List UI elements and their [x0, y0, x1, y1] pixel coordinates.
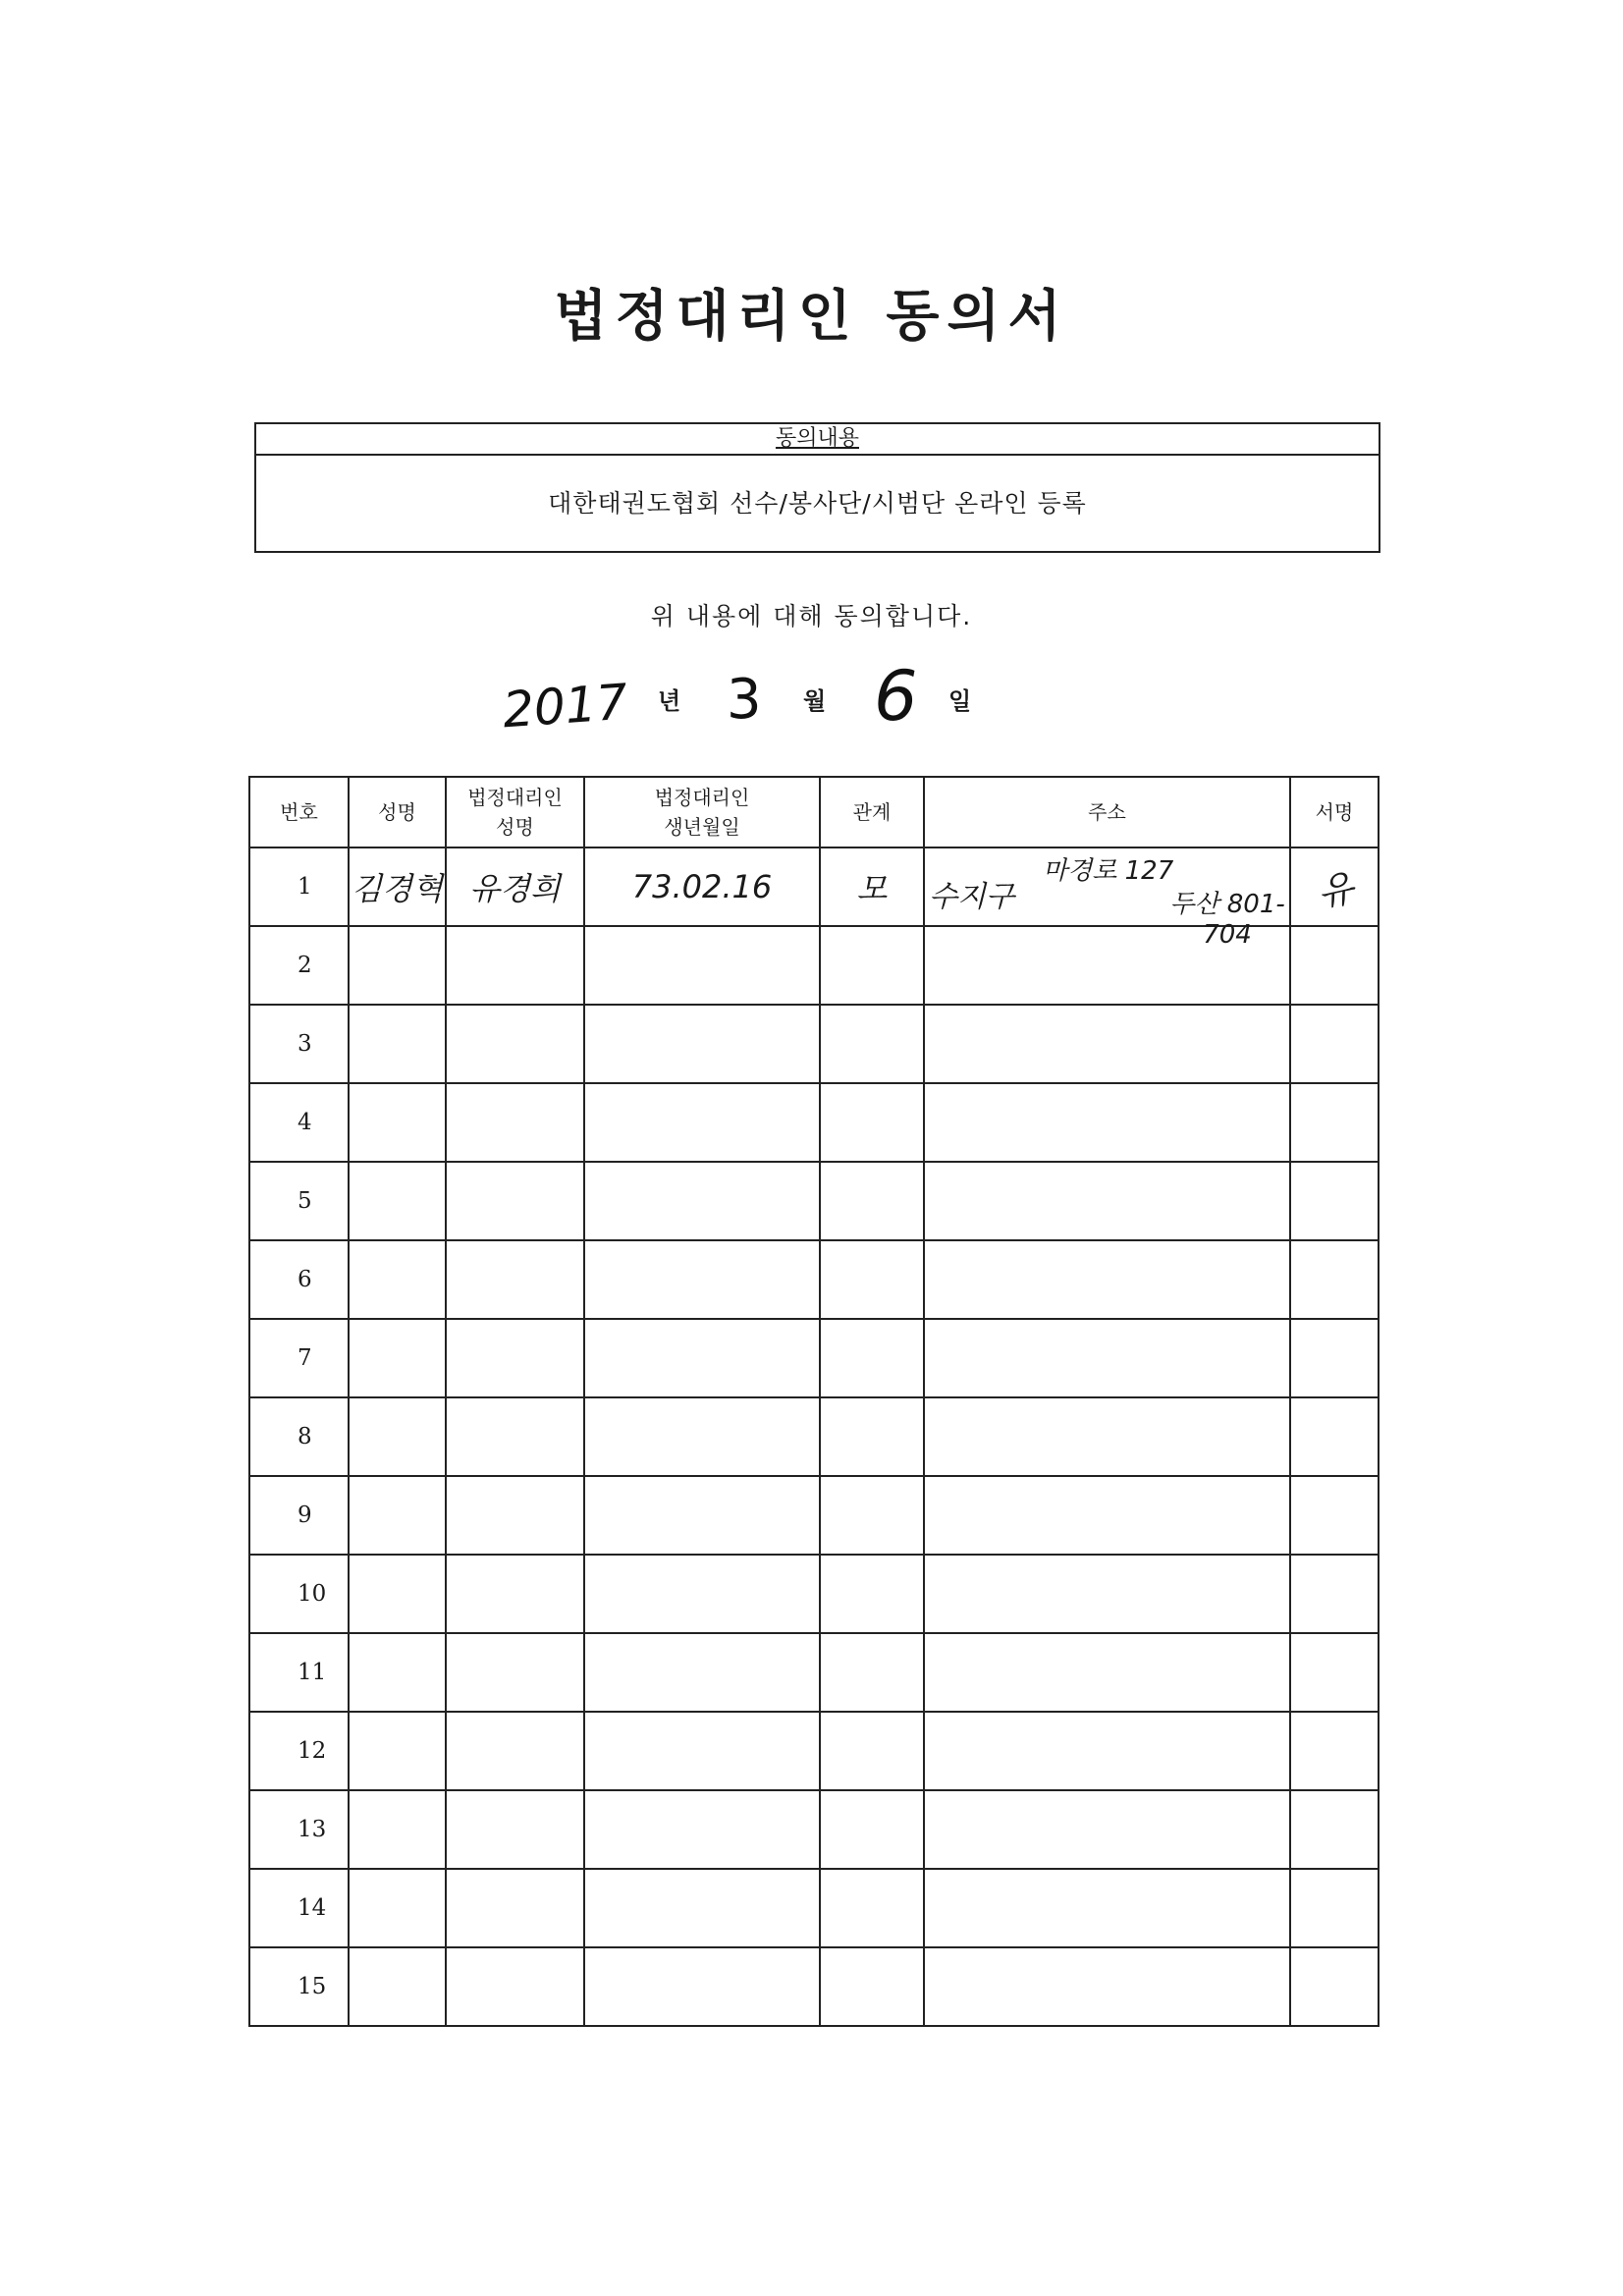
- cell-name: [349, 1633, 446, 1712]
- cell-guardian-birth: [584, 1005, 820, 1083]
- handwritten-address-district: 수지구: [929, 880, 1014, 914]
- date-day-handwritten: 6: [874, 656, 918, 737]
- cell-relation: [820, 1005, 924, 1083]
- cell-guardian-birth: [584, 1790, 820, 1869]
- table-row: [249, 1476, 1379, 1555]
- cell-relation: [820, 1397, 924, 1476]
- cell-guardian-birth: [584, 1712, 820, 1790]
- cell-guardian-name: [446, 1005, 584, 1083]
- header-address: 주소: [924, 777, 1290, 847]
- cell-signature: [1290, 1633, 1379, 1712]
- consent-header-label: 동의내용: [775, 426, 859, 451]
- cell-address: [924, 1633, 1290, 1712]
- row-number: 14: [249, 1869, 349, 1947]
- row-number: 15: [249, 1947, 349, 2026]
- handwritten-relation: 모: [856, 870, 888, 907]
- cell-name: [349, 1712, 446, 1790]
- cell-address: [924, 1790, 1290, 1869]
- cell-guardian-birth: [584, 1869, 820, 1947]
- cell-name: [349, 926, 446, 1005]
- cell-name: [349, 1319, 446, 1397]
- cell-name: [349, 847, 446, 926]
- date-month-label: 월: [803, 687, 827, 715]
- cell-relation: [820, 1240, 924, 1319]
- cell-relation: [820, 1947, 924, 2026]
- cell-guardian-name: [446, 1240, 584, 1319]
- cell-name: [349, 1790, 446, 1869]
- cell-address: [924, 1869, 1290, 1947]
- cell-signature: [1290, 1476, 1379, 1555]
- cell-address: [924, 1319, 1290, 1397]
- cell-guardian-name: [446, 1712, 584, 1790]
- cell-signature: [1290, 847, 1379, 926]
- table-row: [249, 1083, 1379, 1162]
- cell-relation: [820, 847, 924, 926]
- consent-header: [256, 424, 1379, 456]
- row-number: 7: [249, 1319, 349, 1397]
- registration-table: [248, 776, 1380, 2027]
- table-row: [249, 1869, 1379, 1947]
- cell-guardian-birth: [584, 926, 820, 1005]
- cell-address: [924, 1397, 1290, 1476]
- cell-guardian-name: [446, 847, 584, 926]
- cell-signature: [1290, 1083, 1379, 1162]
- cell-guardian-birth: [584, 1319, 820, 1397]
- cell-signature: [1290, 1319, 1379, 1397]
- table-row: [249, 1947, 1379, 2026]
- cell-relation: [820, 1633, 924, 1712]
- header-name: 성명: [349, 777, 446, 847]
- cell-signature: [1290, 1162, 1379, 1240]
- cell-guardian-birth: [584, 1397, 820, 1476]
- cell-guardian-name: [446, 1319, 584, 1397]
- cell-relation: [820, 1555, 924, 1633]
- table-row: [249, 847, 1379, 926]
- cell-name: [349, 1869, 446, 1947]
- cell-relation: [820, 1712, 924, 1790]
- cell-address: [924, 847, 1290, 950]
- cell-guardian-name: [446, 1790, 584, 1869]
- cell-address: [924, 1005, 1290, 1083]
- row-number: 11: [249, 1633, 349, 1712]
- cell-relation: [820, 926, 924, 1005]
- handwritten-address-building: 두산 801-704: [1169, 890, 1285, 950]
- table-row: [249, 1162, 1379, 1240]
- table-row: [249, 1712, 1379, 1790]
- cell-address: [924, 1555, 1290, 1633]
- cell-guardian-name: [446, 1476, 584, 1555]
- table-row: [249, 1397, 1379, 1476]
- header-signature: 서명: [1290, 777, 1379, 847]
- cell-address: [924, 1476, 1290, 1555]
- cell-guardian-birth: [584, 1633, 820, 1712]
- cell-name: [349, 1240, 446, 1319]
- cell-address: [924, 1947, 1290, 2026]
- row-number: 12: [249, 1712, 349, 1790]
- header-guardian-birth: 법정대리인 생년월일: [584, 777, 820, 847]
- table-row: [249, 1240, 1379, 1319]
- cell-guardian-birth: [584, 1240, 820, 1319]
- date-month-handwritten: 3: [727, 668, 762, 732]
- cell-address: [924, 1083, 1290, 1162]
- header-relation: 관계: [820, 777, 924, 847]
- cell-name: [349, 1083, 446, 1162]
- cell-address: [924, 1162, 1290, 1240]
- table-row: [249, 1790, 1379, 1869]
- cell-guardian-birth: [584, 847, 820, 926]
- cell-relation: [820, 1319, 924, 1397]
- table-row: [249, 1005, 1379, 1083]
- cell-signature: [1290, 926, 1379, 1005]
- document-title: 법정대리인 동의서: [554, 285, 1069, 349]
- table-row: [249, 1319, 1379, 1397]
- handwritten-guardian-name: 유경희: [469, 870, 561, 907]
- row-number: 3: [249, 1005, 349, 1083]
- cell-relation: [820, 1476, 924, 1555]
- cell-relation: [820, 1162, 924, 1240]
- cell-guardian-birth: [584, 1947, 820, 2026]
- handwritten-guardian-birth: 73.02.16: [631, 868, 773, 905]
- cell-address: [924, 1712, 1290, 1790]
- cell-signature: [1290, 1005, 1379, 1083]
- row-number: 10: [249, 1555, 349, 1633]
- cell-guardian-birth: [584, 1555, 820, 1633]
- registration-table-wrapper: [248, 776, 1380, 2027]
- row-number: 6: [249, 1240, 349, 1319]
- cell-guardian-name: [446, 926, 584, 1005]
- table-row: [249, 1633, 1379, 1712]
- table-row: [249, 1555, 1379, 1633]
- date-day-label: 일: [948, 687, 972, 715]
- cell-guardian-name: [446, 1633, 584, 1712]
- cell-address: [924, 1240, 1290, 1319]
- row-number: 4: [249, 1083, 349, 1162]
- cell-signature: [1290, 1790, 1379, 1869]
- cell-guardian-name: [446, 1869, 584, 1947]
- row-number: 9: [249, 1476, 349, 1555]
- cell-signature: [1290, 1869, 1379, 1947]
- consent-body: 대한태권도협회 선수/봉사단/시범단 온라인 등록: [548, 489, 1087, 518]
- cell-signature: [1290, 1712, 1379, 1790]
- agree-statement: 위 내용에 대해 동의합니다.: [650, 602, 973, 630]
- cell-guardian-name: [446, 1397, 584, 1476]
- cell-relation: [820, 1869, 924, 1947]
- cell-name: [349, 1162, 446, 1240]
- cell-signature: [1290, 1947, 1379, 2026]
- cell-name: [349, 1005, 446, 1083]
- cell-guardian-name: [446, 1162, 584, 1240]
- handwritten-address-street: 마경로 127: [1043, 856, 1174, 886]
- consent-box: [254, 422, 1380, 553]
- row-number: 2: [249, 926, 349, 1005]
- cell-guardian-name: [446, 1555, 584, 1633]
- cell-name: [349, 1476, 446, 1555]
- cell-guardian-name: [446, 1947, 584, 2026]
- cell-name: [349, 1947, 446, 2026]
- cell-guardian-birth: [584, 1083, 820, 1162]
- cell-signature: [1290, 1555, 1379, 1633]
- row-number: 1: [249, 847, 349, 926]
- date-year-handwritten: 2017: [501, 673, 630, 739]
- handwritten-name: 김경혁: [352, 870, 443, 907]
- row-number: 5: [249, 1162, 349, 1240]
- header-guardian-name: 법정대리인 성명: [446, 777, 584, 847]
- row-number: 13: [249, 1790, 349, 1869]
- cell-guardian-birth: [584, 1476, 820, 1555]
- cell-signature: [1290, 1240, 1379, 1319]
- handwritten-signature: 유: [1313, 865, 1358, 915]
- header-number: 번호: [249, 777, 349, 847]
- cell-name: [349, 1397, 446, 1476]
- date-year-label: 년: [658, 687, 681, 715]
- cell-guardian-name: [446, 1083, 584, 1162]
- cell-signature: [1290, 1397, 1379, 1476]
- table-header-row: [249, 777, 1379, 847]
- cell-relation: [820, 1083, 924, 1162]
- cell-relation: [820, 1790, 924, 1869]
- cell-guardian-birth: [584, 1162, 820, 1240]
- row-number: 8: [249, 1397, 349, 1476]
- cell-name: [349, 1555, 446, 1633]
